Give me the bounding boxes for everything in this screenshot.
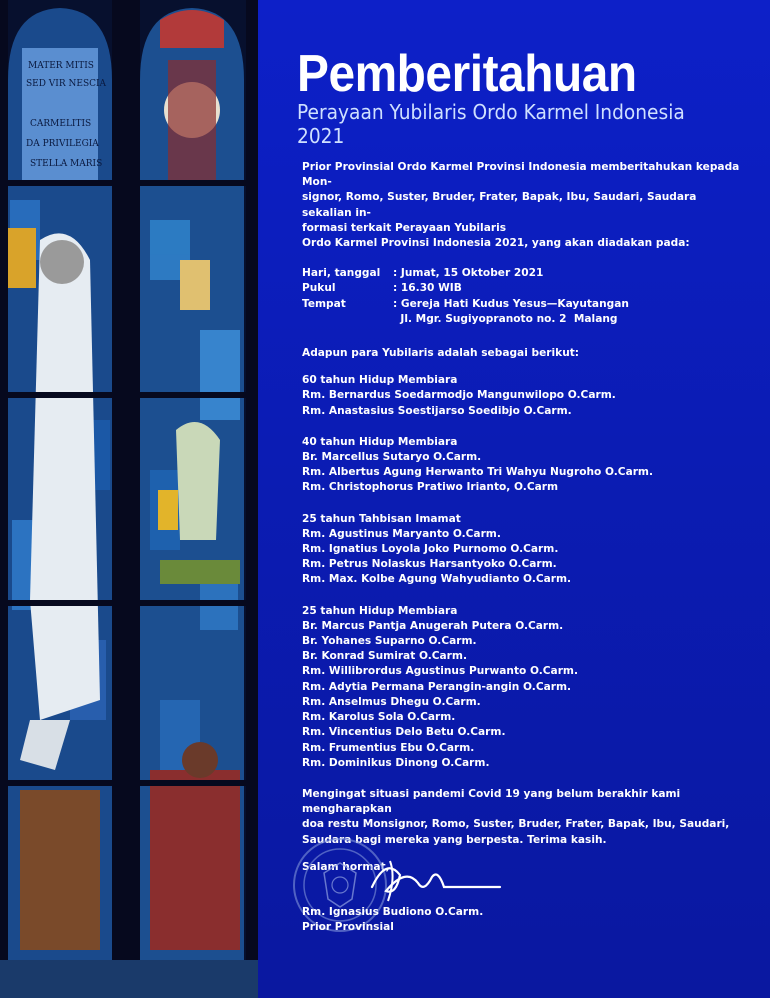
stained-glass-illustration [0, 0, 258, 998]
jubilarian-name: Br. Marcus Pantja Anugerah Putera O.Carm. [302, 619, 564, 632]
place-row-2 [302, 312, 742, 327]
jubilarian-name: Rm. Willibrordus Agustinus Purwanto O.Carm. [302, 665, 578, 678]
signatory [302, 905, 483, 935]
jubilarian-name: Br. Marcellus Sutaryo O.Carm. [302, 451, 482, 464]
signatory-name: Rm. Ignasius Budiono O.Carm. [302, 906, 484, 918]
date-row [302, 266, 742, 281]
jubilarian-name: Rm. Frumentius Ebu O.Carm. [302, 741, 475, 754]
jubilarian-name: Rm. Karolus Sola O.Carm. [302, 711, 456, 724]
intro-line: signor, Romo, Suster, Bruder, Frater, Bapak, Ibu, Saudari, Saudara sekalian in- [302, 191, 697, 219]
glass-text-4: DA PRIVILEGIA [26, 139, 99, 149]
jubilarian-name: Br. Yohanes Suparno O.Carm. [302, 635, 477, 648]
jubilarian-name: Rm. Ignatius Loyola Joko Purnomo O.Carm. [302, 543, 559, 556]
group-heading: 60 tahun Hidup Membiara [302, 374, 458, 387]
closing-line: doa restu Monsignor, Romo, Suster, Bruder, Frater, Bapak, Ibu, Saudari, [302, 818, 730, 831]
jubilarian-name: Rm. Christophorus Pratiwo Irianto, O.Carm [302, 481, 559, 494]
date-value: : Jumat, 15 Oktober 2021 [393, 267, 544, 280]
signature-icon [366, 847, 506, 907]
glass-text-2: SED VIR NESCIA [26, 79, 107, 89]
group-heading: 40 tahun Hidup Membiara [302, 435, 458, 448]
closing-line: Mengingat situasi pandemi Covid 19 yang belum berakhir kami mengharapkan [302, 787, 681, 816]
glass-text-1: MATER MITIS [28, 61, 94, 71]
signature-block [300, 835, 540, 945]
notice-body [302, 160, 742, 875]
group-heading: 25 tahun Tahbisan Imamat [302, 512, 461, 525]
place-value: : Gereja Hati Kudus Yesus—Kayutangan [393, 297, 629, 310]
glass-text-3: CARMELITIS [30, 119, 92, 129]
jubilarian-name: Rm. Agustinus Maryanto O.Carm. [302, 527, 501, 540]
intro-line: Ordo Karmel Provinsi Indonesia 2021, yang akan diadakan pada: [302, 237, 690, 250]
jubilarian-name: Rm. Dominikus Dinong O.Carm. [302, 756, 490, 769]
signatory-role: Prior Provinsial [302, 921, 394, 934]
jubilarian-name: Rm. Adytia Permana Perangin-angin O.Carm. [302, 680, 572, 693]
intro-line: Prior Provinsial Ordo Karmel Provinsi Indonesia memberitahukan kepada Mon- [302, 161, 740, 189]
place-label: Tempat [302, 297, 346, 310]
jubilarian-name: Br. Konrad Sumirat O.Carm. [302, 650, 467, 663]
time-label: Pukul [302, 282, 336, 295]
time-value: : 16.30 WIB [393, 282, 462, 295]
jubilarian-name: Rm. Vincentius Delo Betu O.Carm. [302, 726, 506, 739]
page-subtitle: Perayaan Yubilaris Ordo Karmel Indonesia 2021 [297, 100, 685, 148]
closing-line: Saudara bagi mereka yang berpesta. Terima kasih. [302, 833, 607, 846]
place-address: Jl. Mgr. Sugiyopranoto no. 2 Malang [393, 312, 618, 325]
glass-text-5: STELLA MARIS [30, 159, 103, 169]
jubilarian-groups [302, 373, 742, 787]
jubilarian-name: Rm. Albertus Agung Herwanto Tri Wahyu Nugroho O.Carm. [302, 466, 653, 479]
page-title: Pemberitahuan [297, 45, 637, 103]
jubilarian-name: Rm. Petrus Nolaskus Harsantyoko O.Carm. [302, 558, 557, 571]
stained-glass-window [0, 0, 258, 998]
list-intro: Adapun para Yubilaris adalah sebagai berikut: [302, 347, 580, 360]
intro-line: formasi terkait Perayaan Yubilaris [302, 221, 507, 234]
jubilarian-name: Rm. Bernardus Soedarmodjo Mangunwilopo O.Carm. [302, 389, 616, 402]
group-heading: 25 tahun Hidup Membiara [302, 604, 458, 617]
date-label: Hari, tanggal [302, 267, 381, 280]
place-row [302, 297, 742, 312]
greeting: Salam hormat, [302, 860, 390, 873]
time-row [302, 281, 742, 296]
jubilarian-name: Rm. Anselmus Dhegu O.Carm. [302, 695, 481, 708]
jubilarian-name: Rm. Anastasius Soestijarso Soedibjo O.Carm. [302, 404, 572, 417]
jubilarian-name: Rm. Max. Kolbe Agung Wahyudianto O.Carm. [302, 573, 572, 586]
